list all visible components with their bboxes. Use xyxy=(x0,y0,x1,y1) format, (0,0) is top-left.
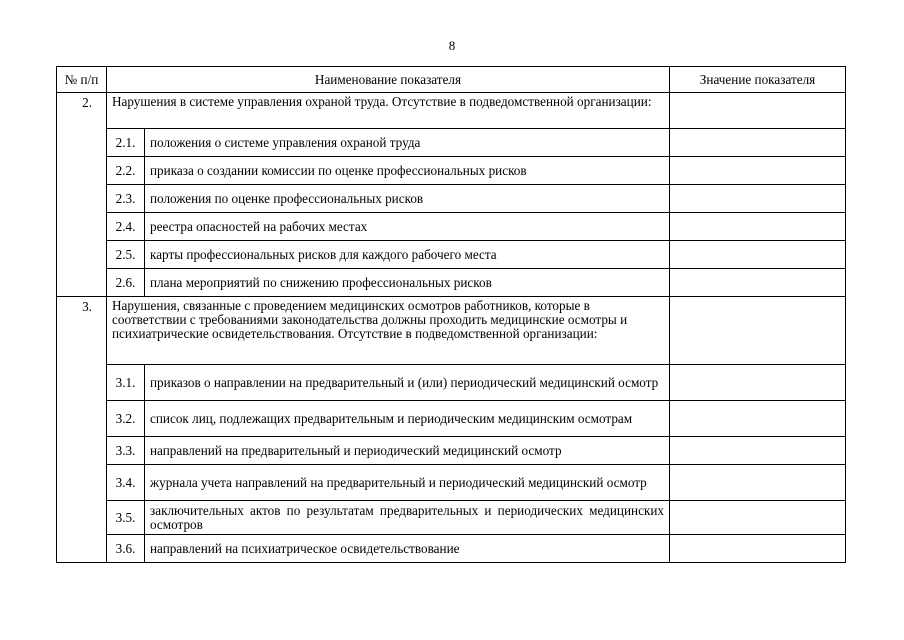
section-number: 2. xyxy=(57,93,107,297)
table-row xyxy=(57,213,846,241)
section-title: Нарушения в системе управления охраной труда. Отсутствие в подведомственной организации: xyxy=(107,93,670,129)
value-cell xyxy=(670,241,846,269)
header-value: Значение показателя xyxy=(670,67,846,93)
value-cell xyxy=(670,269,846,297)
value-cell xyxy=(670,535,846,563)
item-number: 2.3. xyxy=(107,185,145,213)
item-text: приказа о создании комиссии по оценке профессиональных рисков xyxy=(145,157,670,185)
item-number: 3.2. xyxy=(107,401,145,437)
table-row xyxy=(57,185,846,213)
value-cell xyxy=(670,93,846,129)
item-number: 2.1. xyxy=(107,129,145,157)
item-number: 3.1. xyxy=(107,365,145,401)
value-cell xyxy=(670,401,846,437)
section-row-3 xyxy=(57,297,846,365)
item-text: реестра опасностей на рабочих местах xyxy=(145,213,670,241)
item-text: положения о системе управления охраной труда xyxy=(145,129,670,157)
item-text: список лиц, подлежащих предварительным и периодическим медицинским осмотрам xyxy=(145,401,670,437)
table-row xyxy=(57,501,846,535)
item-text: положения по оценке профессиональных рисков xyxy=(145,185,670,213)
header-num: № п/п xyxy=(57,67,107,93)
item-number: 3.4. xyxy=(107,465,145,501)
value-cell xyxy=(670,213,846,241)
item-number: 2.6. xyxy=(107,269,145,297)
value-cell xyxy=(670,157,846,185)
item-number: 2.2. xyxy=(107,157,145,185)
table-row xyxy=(57,129,846,157)
item-text: приказов о направлении на предварительный и (или) периодический медицинский осмотр xyxy=(145,365,670,401)
table-row xyxy=(57,365,846,401)
table-row xyxy=(57,437,846,465)
table-row xyxy=(57,535,846,563)
section-title: Нарушения, связанные с проведением медицинских осмотров работников, которые в соответствии с требованиями законодательства должны проходить медицинские осмотры и психиатрические освидетельствования. Отсутствие в подведомственной организации: xyxy=(107,297,670,365)
item-number: 2.5. xyxy=(107,241,145,269)
value-cell xyxy=(670,501,846,535)
item-number: 3.3. xyxy=(107,437,145,465)
section-number: 3. xyxy=(57,297,107,563)
table-header-row xyxy=(57,67,846,93)
value-cell xyxy=(670,365,846,401)
table-row xyxy=(57,157,846,185)
item-number: 2.4. xyxy=(107,213,145,241)
page-number: 8 xyxy=(448,38,456,53)
item-text: плана мероприятий по снижению профессиональных рисков xyxy=(145,269,670,297)
value-cell xyxy=(670,185,846,213)
item-text: заключительных актов по результатам предварительных и периодических медицинских осмотров xyxy=(145,501,670,535)
item-number: 3.5. xyxy=(107,501,145,535)
value-cell xyxy=(670,437,846,465)
table-row xyxy=(57,241,846,269)
value-cell xyxy=(670,465,846,501)
item-text: журнала учета направлений на предварительный и периодический медицинский осмотр xyxy=(145,465,670,501)
item-text: карты профессиональных рисков для каждого рабочего места xyxy=(145,241,670,269)
header-name: Наименование показателя xyxy=(107,67,670,93)
value-cell xyxy=(670,129,846,157)
table-row xyxy=(57,269,846,297)
indicators-table xyxy=(56,66,846,563)
section-row-2 xyxy=(57,93,846,129)
table-row xyxy=(57,465,846,501)
item-number: 3.6. xyxy=(107,535,145,563)
item-text: направлений на психиатрическое освидетельствование xyxy=(145,535,670,563)
table-row xyxy=(57,401,846,437)
item-text: направлений на предварительный и периодический медицинский осмотр xyxy=(145,437,670,465)
value-cell xyxy=(670,297,846,365)
